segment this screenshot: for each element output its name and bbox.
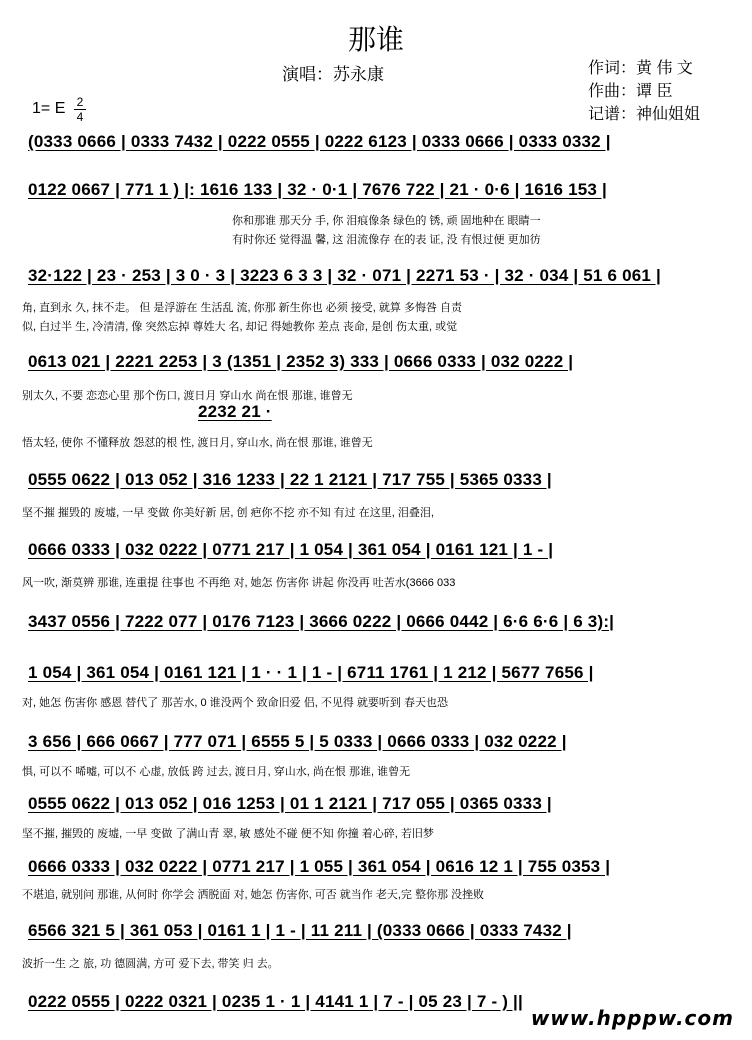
score-line-1: (0333 0666 | 0333 7432 | 0222 0555 | 0222 6123 | 0333 0666 | 0333 0332 | [28, 132, 611, 151]
lyric-line-2: 有时你还 觉得温 馨, 这 泪流像存 在的表 证, 没 有恨过便 更加彷 [232, 234, 541, 246]
transcriber-credit: 记谱：神仙姐姐 [588, 106, 701, 123]
score-line-6: 0666 0333 | 032 0222 | 0771 217 | 1 054 | 361 054 | 0161 121 | 1 - | [28, 540, 554, 559]
score-line-9: 3 656 | 666 0667 | 777 071 | 6555 5 | 5 0333 | 0666 0333 | 032 0222 | [28, 732, 567, 751]
watermark: www.hpppw.com [530, 1006, 734, 1030]
score-line-4: 0613 021 | 2221 2253 | 3 (1351 | 2352 3) 333 | 0666 0333 | 032 0222 | [28, 352, 574, 371]
time-signature-denominator: 4 [76, 110, 84, 124]
lyricist-credit: 作词：黄 伟 文 [588, 60, 693, 77]
lyric-line-10: 惧, 可以不 唏嘘, 可以不 心虚, 放低 跨 过去, 渡日月, 穿山水, 尚在恨 那谁, 谁曾无 [22, 766, 411, 778]
score-line-3: 32·122 | 23 · 253 | 3 0 · 3 | 3223 6 3 3 | 32 · 071 | 2271 53 · | 32 · 034 | 51 6 061 | [28, 266, 661, 285]
lyric-line-6: 悟太轻, 使你 不懂释放 怨怼的根 性, 渡日月, 穿山水, 尚在恨 那谁, 谁曾无 [22, 437, 373, 449]
time-signature-numerator: 2 [76, 95, 84, 109]
singer-credit: 演唱：苏永康 [282, 65, 384, 84]
score-line-11: 0666 0333 | 032 0222 | 0771 217 | 1 055 | 361 054 | 0616 12 1 | 755 0353 | [28, 857, 611, 876]
song-title: 那谁 [347, 23, 404, 56]
composer-credit: 作曲：谭 臣 [588, 83, 673, 100]
score-line-7: 3437 0556 | 7222 077 | 0176 7123 | 3666 0222 | 0666 0442 | 6·6 6·6 | 6 3):| [28, 612, 615, 631]
lyric-line-13: 波折一生 之 旅, 功 德圆满, 方可 爱下去, 带笑 归 去。 [22, 958, 279, 970]
lyric-line-1: 你和那谁 那天分 手, 你 泪痕像条 绿色的 锈, 顽 固地种在 眼睛一 [232, 215, 541, 227]
lyric-line-3: 角, 直到永 久, 抹不走。 但 是浮游在 生活乱 流, 你那 新生你也 必须 接受, 就算 多悔咎 自责 [22, 302, 463, 314]
score-line-12: 6566 321 5 | 361 053 | 0161 1 | 1 - | 11 211 | (0333 0666 | 0333 7432 | [28, 921, 572, 940]
lyric-line-11: 坚不摧, 摧毁的 废墟, 一早 变做 了满山青 翠, 敏 感处不碰 便不知 你撞 着心碎, 若旧梦 [22, 828, 434, 840]
score-fragment: 2232 21 · [198, 402, 272, 421]
score-line-8: 1 054 | 361 054 | 0161 121 | 1 · · 1 | 1 - | 6711 1761 | 1 212 | 5677 7656 | [28, 663, 594, 682]
lyric-line-7: 坚不摧 摧毁的 废墟, 一早 变做 你美好新 居, 创 疤你不挖 亦不知 有过 在这里, 泪叠泪, [22, 507, 434, 519]
score-line-5: 0555 0622 | 013 052 | 316 1233 | 22 1 2121 | 717 755 | 5365 0333 | [28, 470, 552, 489]
score-line-2: 0122 0667 | 771 1 ) |: 1616 133 | 32 · 0·1 | 7676 722 | 21 · 0·6 | 1616 153 | [28, 180, 607, 199]
lyric-line-8: 风一吹, 渐莫辨 那谁, 连重提 往事也 不再绝 对, 她怎 伤害你 讲起 你没再 吐苦水(3666 033 [22, 577, 456, 589]
score-line-10: 0555 0622 | 013 052 | 016 1253 | 01 1 2121 | 717 055 | 0365 0333 | [28, 794, 552, 813]
lyric-line-12: 不堪追, 就别问 那谁, 从何时 你学会 洒脱面 对, 她怎 伤害你, 可否 就当作 老天,完 整你那 没挫败 [22, 889, 485, 901]
lyric-line-9: 对, 她怎 伤害你 感恩 替代了 那苦水, 0 谁没两个 致命旧爱 侣, 不见得 就要听到 春天也恐 [22, 697, 448, 709]
time-signature [74, 96, 86, 123]
key-signature: 1= E [32, 100, 66, 117]
score-line-13: 0222 0555 | 0222 0321 | 0235 1 · 1 | 4141 1 | 7 - | 05 23 | 7 - ) || [28, 992, 523, 1011]
lyric-line-4: 似, 白过半 生, 冷清清, 像 突然忘掉 尊姓大 名, 却记 得她教你 差点 丧命, 是创 伤太重, 或觉 [22, 321, 458, 333]
lyric-line-5: 别太久, 不要 恋恋心里 那个伤口, 渡日月 穿山水 尚在恨 那谁, 谁曾无 [22, 390, 353, 402]
